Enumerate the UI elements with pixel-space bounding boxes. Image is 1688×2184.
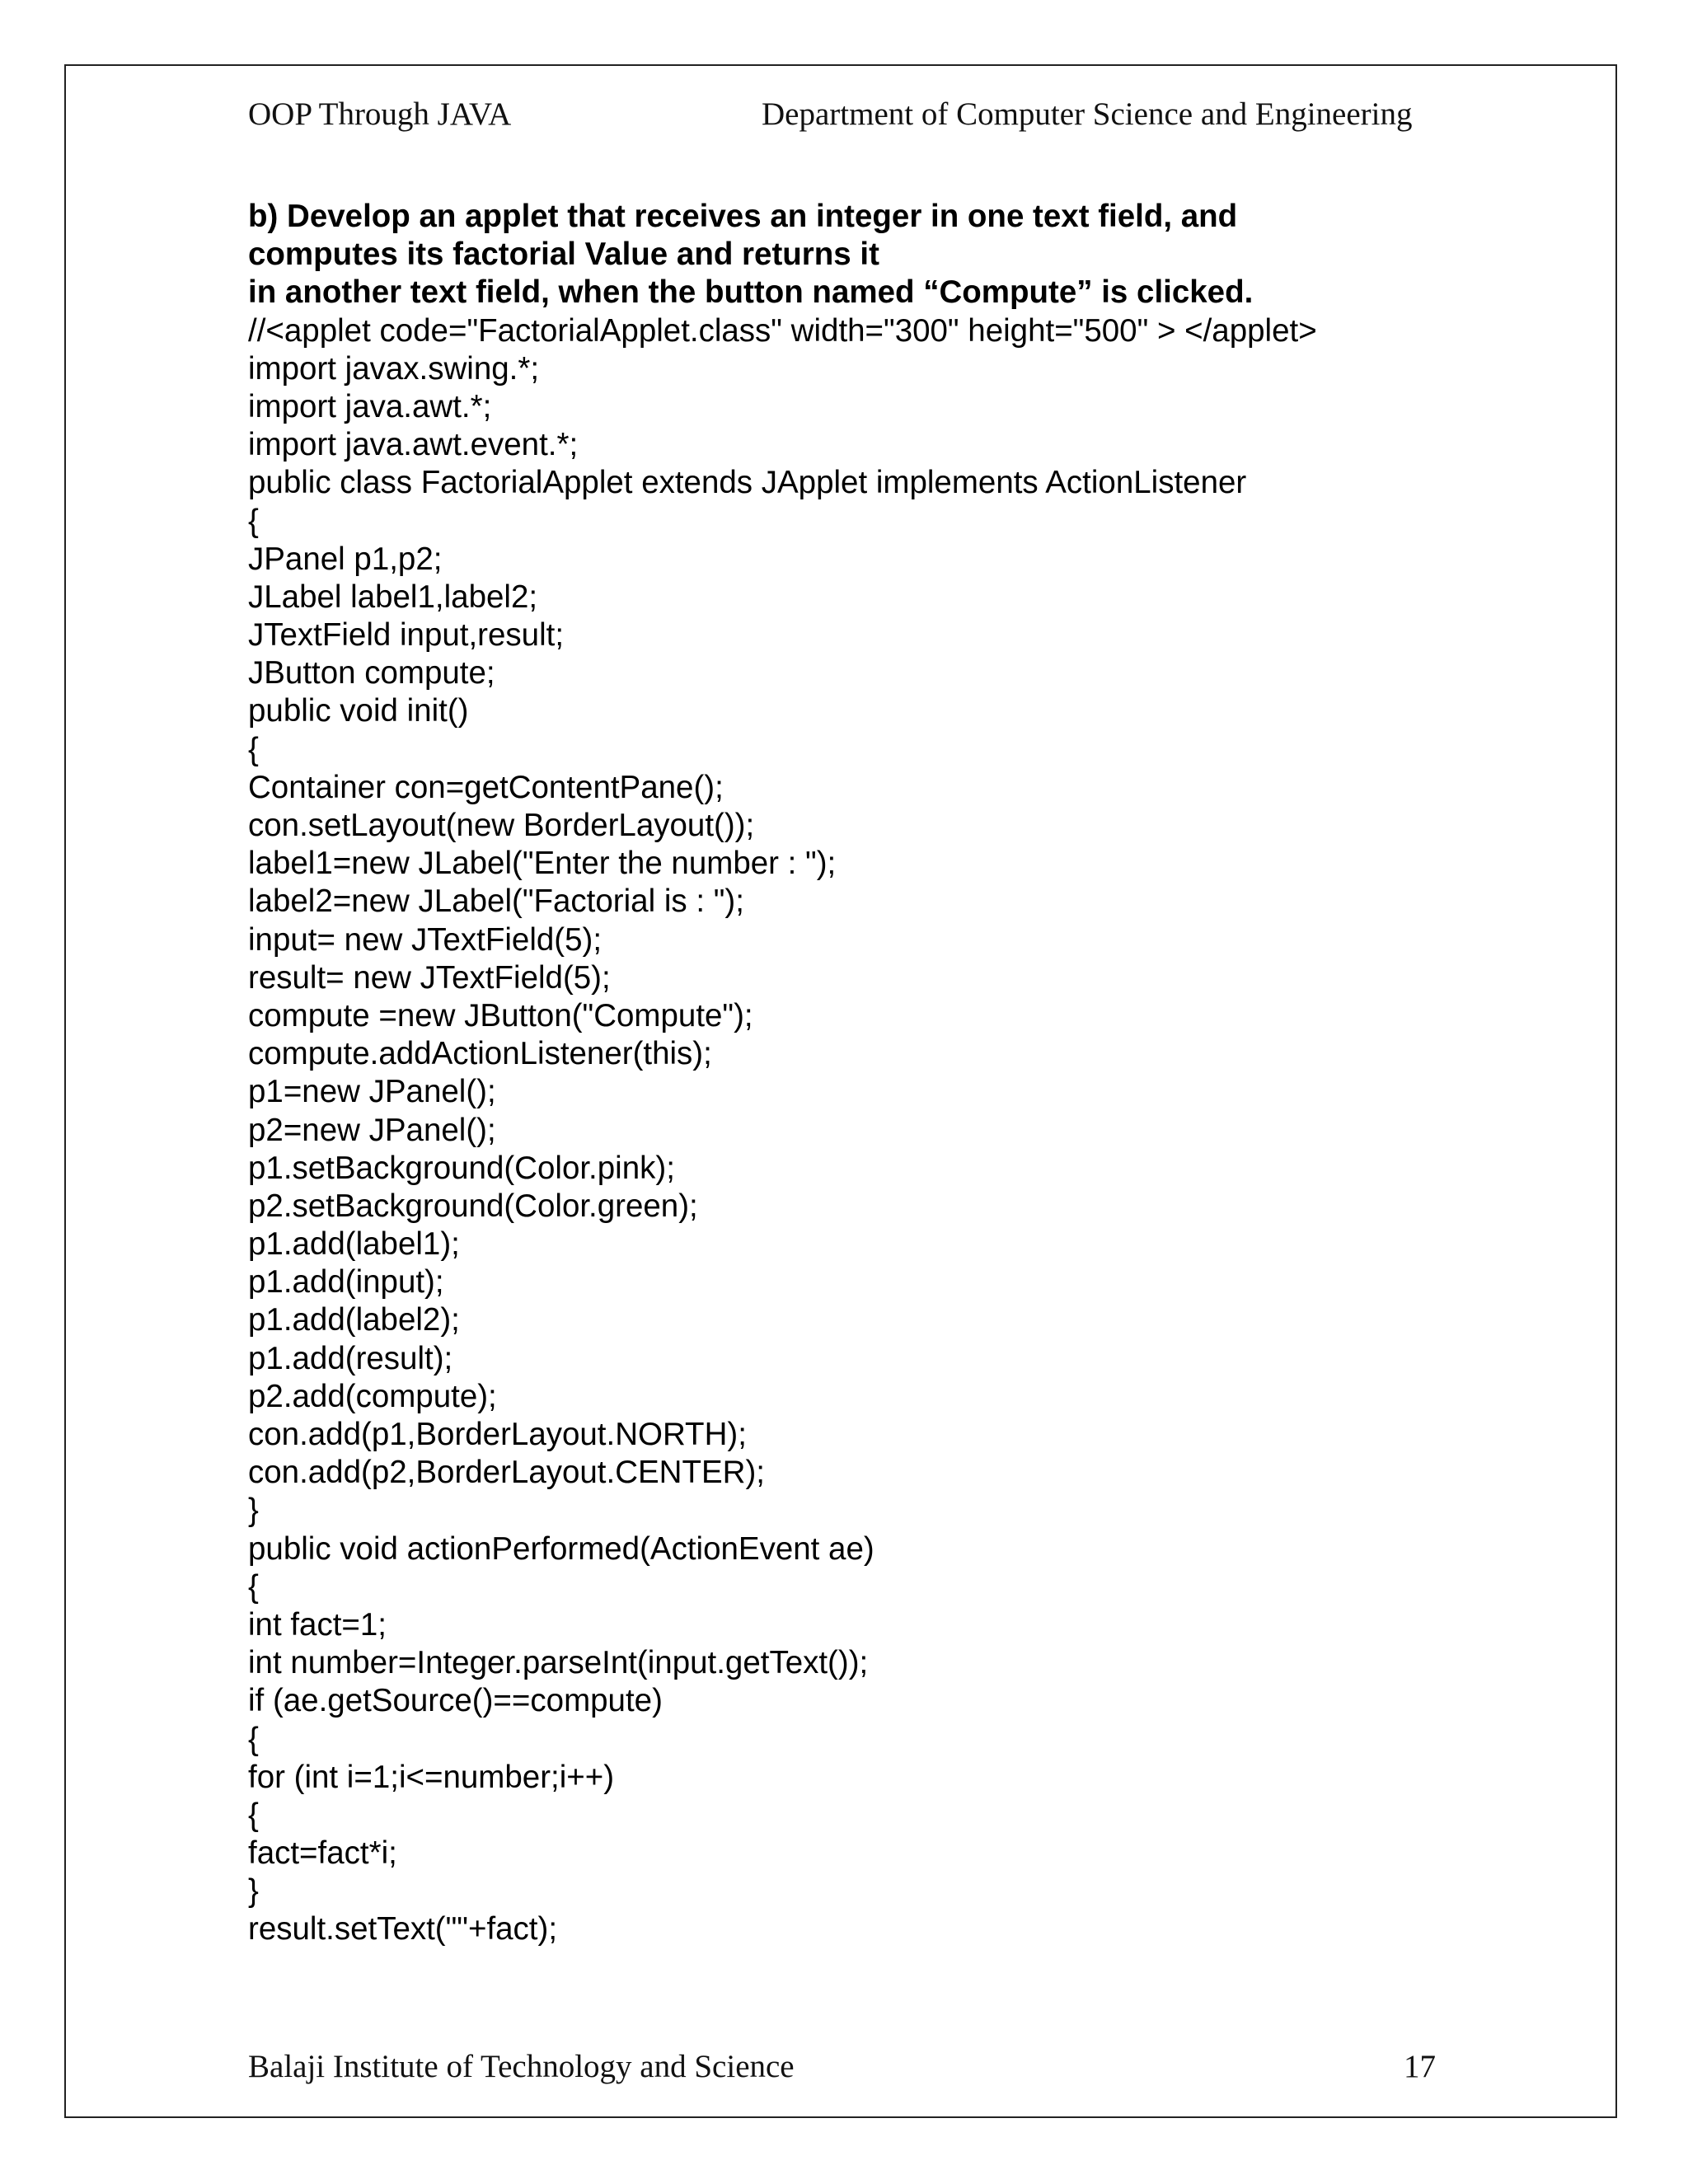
code-line: import javax.swing.*; [248,350,540,387]
footer-institute: Balaji Institute of Technology and Science [248,2049,795,2084]
page-number: 17 [1404,2049,1436,2084]
code-line: int number=Integer.parseInt(input.getText()); [248,1645,869,1681]
code-line: } [248,1493,259,1529]
heading-line: computes its factorial Value and returns it [248,237,879,273]
heading-line: in another text field, when the button named “Compute” is clicked. [248,274,1254,311]
code-line: label1=new JLabel("Enter the number : "); [248,846,837,882]
code-line: con.add(p1,BorderLayout.NORTH); [248,1417,747,1452]
code-line: import java.awt.event.*; [248,427,579,463]
code-line: result= new JTextField(5); [248,959,611,996]
page-content [248,198,1451,1949]
code-line: public void actionPerformed(ActionEvent ae) [248,1530,874,1567]
code-line: public void init() [248,693,469,729]
code-line: int fact=1; [248,1606,387,1643]
code-line: p1=new JPanel(); [248,1074,496,1110]
question-heading [248,198,1451,312]
page-header [248,96,1435,145]
code-line: p1.add(result); [248,1340,453,1376]
heading-line: b) Develop an applet that receives an integer in one text field, and [248,199,1238,234]
code-line: JTextField input,result; [248,617,565,654]
code-line: input= new JTextField(5); [248,921,603,958]
code-line: compute =new JButton("Compute"); [248,997,753,1033]
code-line: result.setText(""+fact); [248,1911,558,1947]
code-line: p1.add(label2); [248,1302,460,1338]
code-line: public class FactorialApplet extends JApplet implements ActionListener [248,465,1247,501]
code-line: p1.add(input); [248,1264,444,1301]
code-line: { [248,1797,259,1833]
code-line: if (ae.getSource()==compute) [248,1683,663,1719]
code-line: import java.awt.*; [248,388,492,424]
code-line: for (int i=1;i<=number;i++) [248,1759,615,1795]
header-course-title: OOP Through JAVA [248,96,512,132]
code-line: p1.add(label1); [248,1226,460,1263]
code-line: { [248,1568,259,1605]
code-line: } [248,1873,259,1910]
code-line: p1.setBackground(Color.pink); [248,1150,675,1186]
code-line: { [248,1721,259,1757]
code-line: compute.addActionListener(this); [248,1036,712,1072]
code-line: con.add(p2,BorderLayout.CENTER); [248,1455,765,1491]
code-line: p2.add(compute); [248,1378,497,1414]
header-department: Department of Computer Science and Engineering [762,96,1413,132]
code-line: //<applet code="FactorialApplet.class" width="300" height="500" > </applet> [248,312,1317,349]
code-line: { [248,731,259,767]
code-line: { [248,503,259,539]
code-line: fact=fact*i; [248,1835,397,1872]
code-line: label2=new JLabel("Factorial is : "); [248,883,744,920]
code-listing [248,312,1451,1949]
code-line: p2.setBackground(Color.green); [248,1188,698,1224]
code-line: con.setLayout(new BorderLayout()); [248,808,755,843]
code-line: Container con=getContentPane(); [248,769,724,805]
code-line: p2=new JPanel(); [248,1112,496,1148]
code-line: JLabel label1,label2; [248,579,538,615]
code-line: JButton compute; [248,655,495,691]
code-line: JPanel p1,p2; [248,541,443,577]
page-footer [248,2048,1451,2097]
